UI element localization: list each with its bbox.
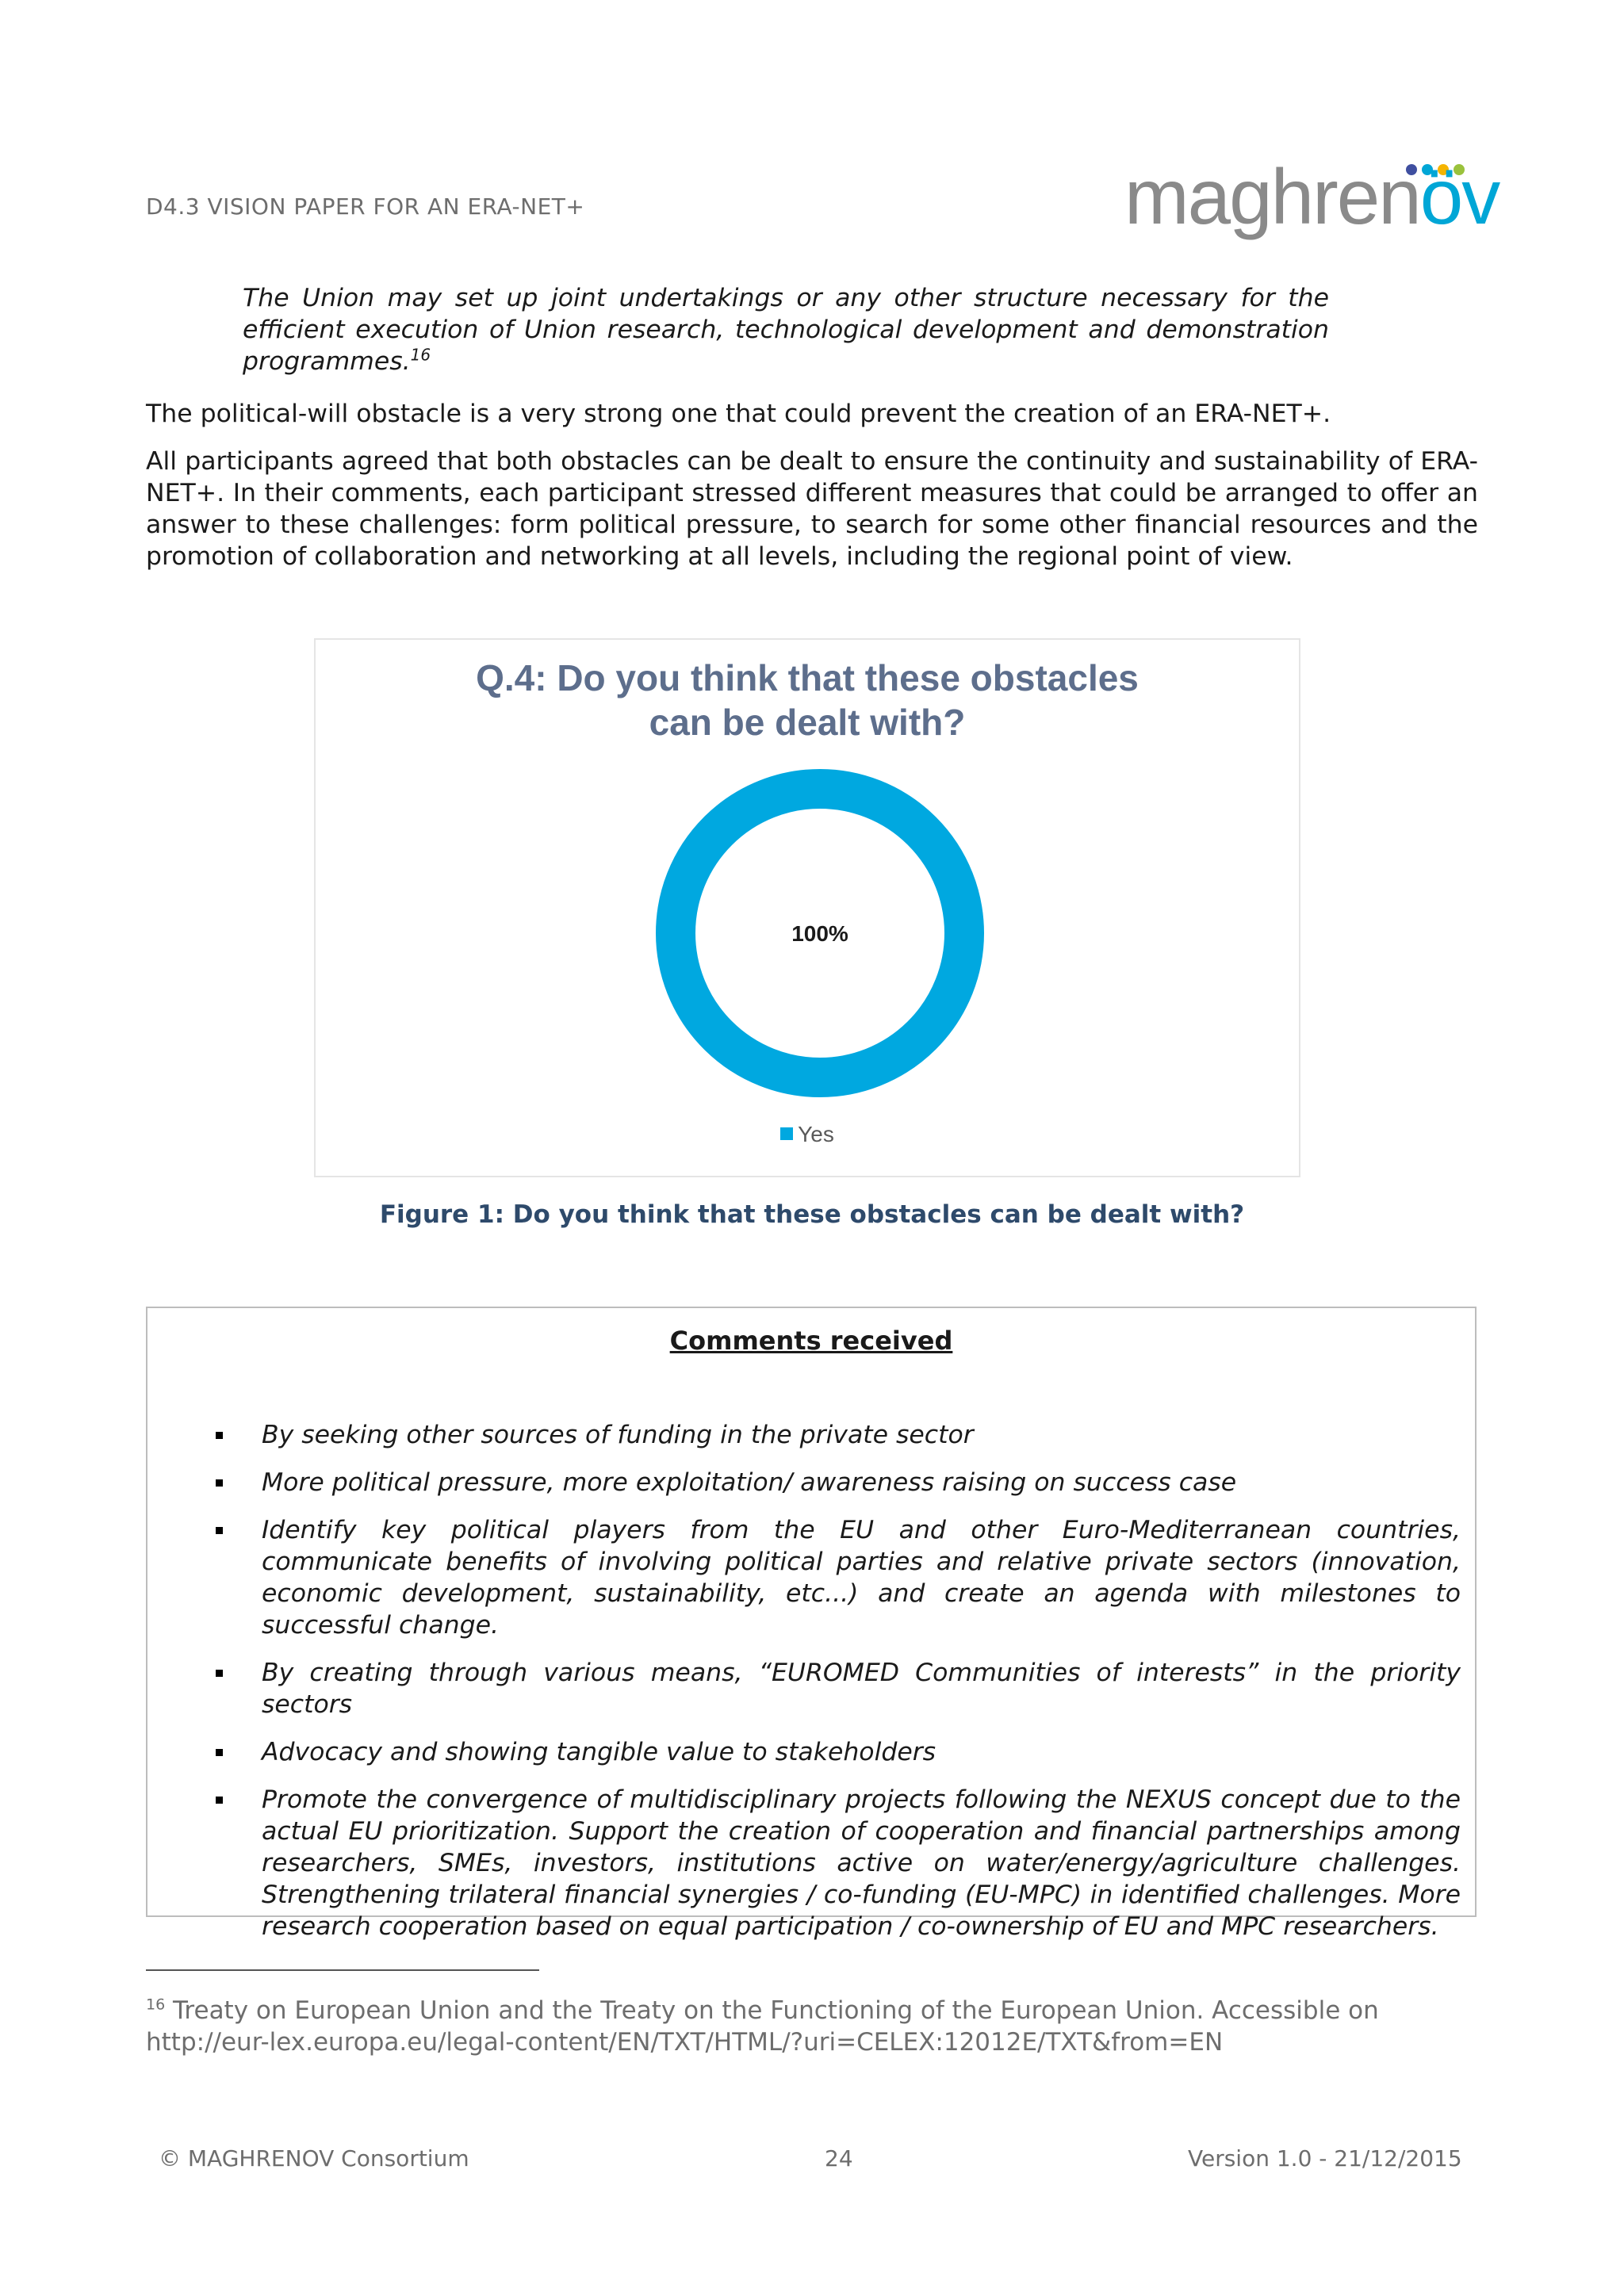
comment-item: Identify key political players from the EU and other Euro-Mediterranean countries, communicate benefits of involving political parties and relative private sectors (innovation, economic development, sustainability, etc...) and create an agenda with milestones to successful change. <box>147 1514 1475 1641</box>
legend-label-yes: Yes <box>798 1122 834 1146</box>
document-title: D4.3 VISION PAPER FOR AN ERA-NET+ <box>146 193 585 220</box>
paragraph-participants: All participants agreed that both obstacles can be dealt to ensure the continuity and sustainability of ERA-NET+. In their comments, each participant stressed different measures that could be arranged to offer an answer to these challenges: form political pressure, to search for some other financial resources and the promotion of collaboration and networking at all levels, including the regional point of view. <box>146 447 1478 571</box>
maghrenov-logo <box>1124 153 1513 246</box>
chart-container <box>314 638 1300 1177</box>
svg-text:maghrenöv <box>1124 153 1500 240</box>
footnote-divider <box>146 1969 539 1971</box>
comment-item: By seeking other sources of funding in the private sector <box>147 1419 1475 1451</box>
quote-text: The Union may set up joint undertakings or any other structure necessary for the efficient execution of Union research, technological development and demonstration programmes. <box>243 284 1329 376</box>
donut-chart <box>316 640 1299 1176</box>
footer-page-number: 24 <box>825 2145 853 2172</box>
footer-copyright: © MAGHRENOV Consortium <box>159 2145 469 2172</box>
chart-title-line1: Q.4: Do you think that these obstacles <box>476 657 1139 698</box>
treaty-quote <box>243 282 1329 377</box>
logo-text-main: maghren <box>1124 153 1420 240</box>
footer-version: Version 1.0 - 21/12/2015 <box>1188 2145 1462 2172</box>
footnote-link[interactable]: http://eur-lex.europa.eu/legal-content/EN/TXT/HTML/?uri=CELEX:12012E/TXT&from=EN <box>146 2028 1224 2057</box>
footnote-ref[interactable]: 16 <box>410 345 431 365</box>
donut-data-label: 100% <box>791 921 848 946</box>
comments-box <box>146 1307 1477 1941</box>
comment-item: More political pressure, more exploitation/ awareness raising on success case <box>147 1467 1475 1498</box>
comment-item: Advocacy and showing tangible value to stakeholders <box>147 1736 1475 1768</box>
logo-text-accent: öv <box>1419 153 1500 240</box>
chart-legend <box>316 1122 1299 1147</box>
comment-item: Promote the convergence of multidisciplinary projects following the NEXUS concept due to the actual EU prioritization. Support the creation of cooperation and financial partnerships among researchers, SMEs, investors, institutions active on water/energy/agriculture challenges. Strengthening trilateral financial synergies / co-funding (EU-MPC) in identified challenges. More research cooperation based on equal participation / co-ownership of EU and MPC researchers. <box>147 1784 1475 1942</box>
legend-swatch-yes <box>780 1127 793 1140</box>
comments-heading: Comments received <box>669 1326 953 1356</box>
footnote-number: 16 <box>146 1996 166 2014</box>
paragraph-political-will: The political-will obstacle is a very strong one that could prevent the creation of an ERA-NET+. <box>146 400 1331 428</box>
figure-caption: Figure 1: Do you think that these obstacles can be dealt with? <box>379 1200 1245 1229</box>
comment-item: By creating through various means, “EUROMED Communities of interests” in the priority sectors <box>147 1657 1475 1720</box>
comments-list <box>147 1419 1475 1958</box>
footnote-text: Treaty on European Union and the Treaty on the Functioning of the European Union. Accessible on <box>173 1996 1379 2025</box>
chart-title-line2: can be dealt with? <box>649 702 966 743</box>
footnote <box>146 1995 1494 2058</box>
